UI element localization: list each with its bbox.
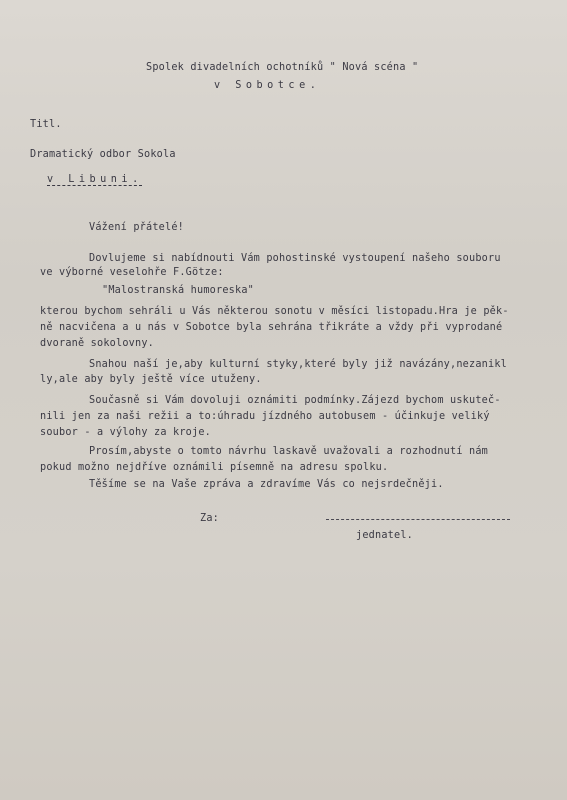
body-line: nili jen za naši režii a to:úhradu jízdného autobusem - účinkuje veliký — [40, 411, 490, 422]
body-line: Snahou naší je,aby kulturní styky,které byly již navázány,nezanikl — [89, 359, 508, 370]
body-line: ve výborné veselohře F.Götze: — [40, 267, 224, 278]
recipient-place: v Libuni. — [47, 174, 143, 185]
body-line: Prosím,abyste o tomto návrhu laskavě uvažovali a rozhodnutí nám — [89, 446, 489, 457]
body-line: pokud možno nejdříve oznámili písemně na adresu spolku. — [40, 462, 389, 473]
signoff-label: Za: — [200, 513, 220, 524]
body-line: Současně si Vám dovoluji oznámiti podmínky.Zájezd bychom uskuteč- — [89, 395, 501, 406]
salutation-title: Titl. — [30, 119, 62, 130]
body-line: soubor - a výlohy za kroje. — [40, 427, 212, 438]
header-line-1: Spolek divadelních ochotníků " Nová scéna " — [146, 62, 419, 73]
body-line: Dovlujeme si nabídnouti Vám pohostinské vystoupení našeho souboru — [89, 253, 501, 264]
signature-role: jednatel. — [356, 530, 414, 541]
body-line: ly,ale aby byly ještě více utuženy. — [40, 374, 262, 385]
body-line: "Malostranská humoreska" — [102, 285, 255, 296]
signature-line — [326, 519, 510, 520]
header-line-2: v Sobotce. — [214, 80, 321, 91]
recipient-org: Dramatický odbor Sokola — [30, 149, 176, 160]
body-line: dvoraně sokolovny. — [40, 338, 155, 349]
greeting: Vážení přátelé! — [89, 222, 185, 233]
body-line: kterou bychom sehráli u Vás některou sonotu v měsíci listopadu.Hra je pěk- — [40, 306, 509, 317]
body-line: Těšíme se na Vaše zpráva a zdravíme Vás co nejsrdečněji. — [89, 479, 444, 490]
body-line: ně nacvičena a u nás v Sobotce byla sehrána třikráte a vždy při vyprodané — [40, 322, 503, 333]
